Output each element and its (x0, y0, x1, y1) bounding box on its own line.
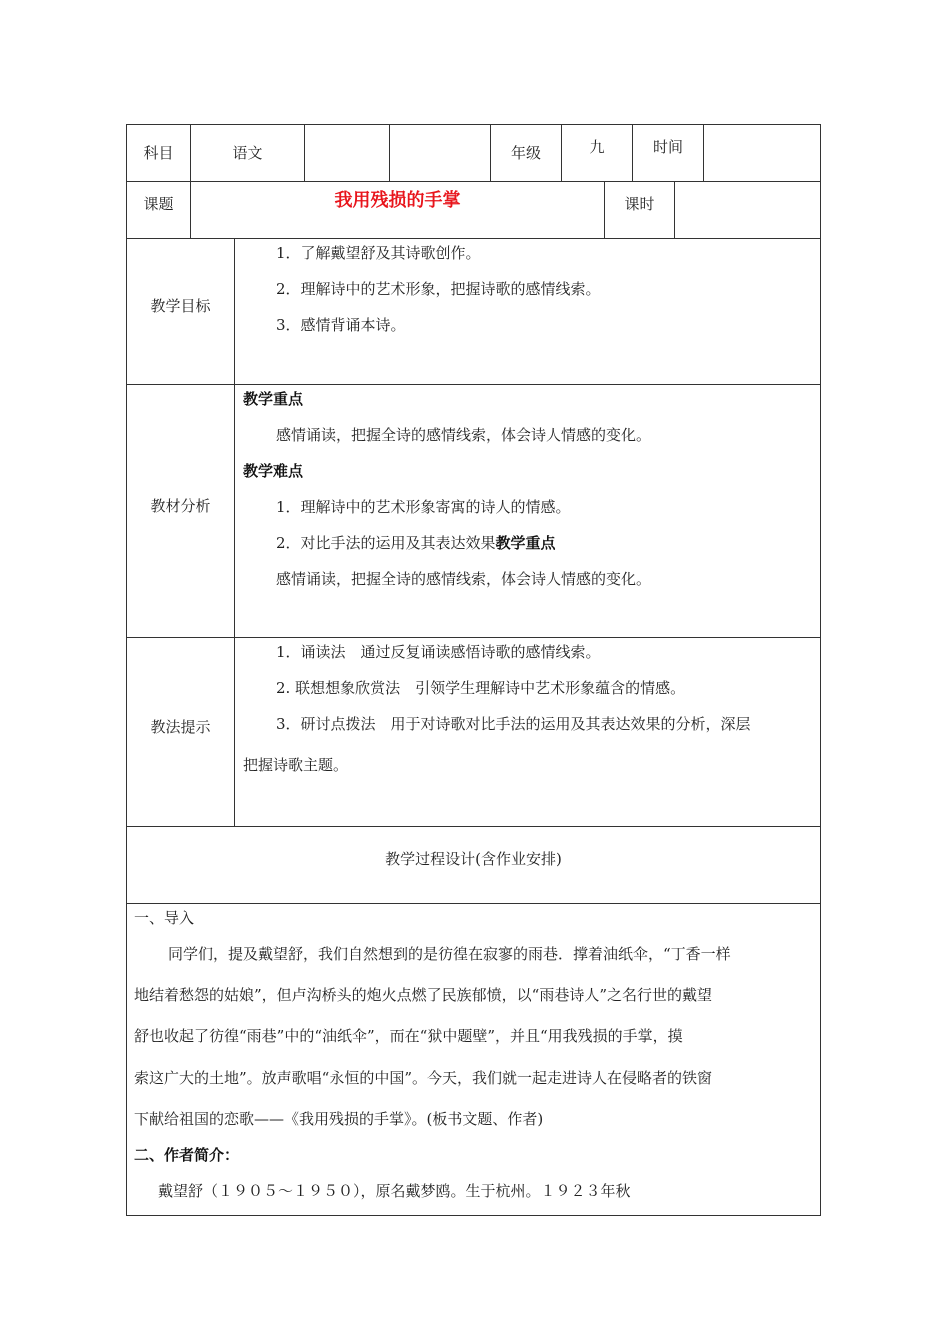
goal-item: 2．理解诗中的艺术形象，把握诗歌的感情线索。 (276, 280, 601, 298)
section-heading-intro: 一、导入 (134, 909, 195, 927)
method-item: 3．研讨点拨法 用于对诗歌对比手法的运用及其表达效果的分析，深层 (276, 715, 751, 733)
key-point-text: 感情诵读，把握全诗的感情线索，体会诗人情感的变化。 (276, 426, 652, 444)
difficulty-item-text: 2．对比手法的运用及其表达效果 (276, 534, 496, 552)
difficulty-item (276, 533, 556, 553)
topic-label: 课题 (143, 195, 174, 213)
row-divider-5 (126, 826, 821, 827)
table-border-bottom (126, 1215, 821, 1216)
goals-label: 教学目标 (150, 297, 211, 315)
col-divider (389, 124, 390, 181)
table-border-top (126, 124, 821, 125)
method-item-continued: 把握诗歌主题。 (243, 756, 349, 774)
process-heading: 教学过程设计(含作业安排) (385, 850, 562, 868)
col-divider (703, 124, 704, 181)
table-border-left (126, 124, 127, 1216)
intro-paragraph-line: 地结着愁怨的姑娘”，但卢沟桥头的炮火点燃了民族郁愤，以“雨巷诗人”之名行世的戴望 (134, 986, 713, 1004)
grade-label: 年级 (510, 144, 541, 162)
row-divider-6 (126, 903, 821, 904)
section-heading-author: 二、作者简介： (134, 1146, 240, 1164)
inline-key-point-heading: 教学重点 (495, 534, 556, 552)
difficulty-item: 1．理解诗中的艺术形象寄寓的诗人的情感。 (276, 498, 571, 516)
row-divider-1 (126, 181, 821, 182)
col-divider (304, 124, 305, 181)
key-point-text-repeat: 感情诵读，把握全诗的感情线索，体会诗人情感的变化。 (276, 570, 652, 588)
grade-value: 九 (589, 138, 605, 156)
subject-label: 科目 (143, 144, 174, 162)
key-point-heading: 教学重点 (243, 390, 304, 408)
table-border-right (820, 124, 821, 1216)
col-divider (674, 181, 675, 238)
goal-item: 3．感情背诵本诗。 (276, 316, 406, 334)
goal-item: 1．了解戴望舒及其诗歌创作。 (276, 244, 481, 262)
lesson-title: 我用残损的手掌 (334, 190, 461, 211)
methods-label: 教法提示 (150, 718, 211, 736)
row-divider-4 (126, 637, 821, 638)
method-item: 1．诵读法 通过反复诵读感悟诗歌的感情线索。 (276, 643, 601, 661)
difficulty-heading: 教学难点 (243, 462, 304, 480)
label-col-divider (234, 238, 235, 826)
row-divider-3 (126, 384, 821, 385)
time-label: 时间 (652, 138, 683, 156)
intro-paragraph-line: 同学们，提及戴望舒，我们自然想到的是彷徨在寂寥的雨巷．撑着油纸伞，“丁香一样 (168, 945, 731, 963)
subject-value: 语文 (232, 144, 263, 162)
method-item: 2. 联想想象欣赏法 引领学生理解诗中艺术形象蕴含的情感。 (276, 679, 686, 697)
analysis-label: 教材分析 (150, 497, 211, 515)
period-label: 课时 (624, 195, 655, 213)
row-divider-2 (126, 238, 821, 239)
author-intro-line: 戴望舒（１９０５～１９５０），原名戴梦鸥。生于杭州。１９２３年秋 (158, 1182, 631, 1200)
intro-paragraph-line: 索这广大的土地”。放声歌唱“永恒的中国”。今天，我们就一起走进诗人在侵略者的铁窗 (134, 1069, 713, 1087)
intro-paragraph-line: 下献给祖国的恋歌——《我用残损的手掌》。(板书文题、作者) (134, 1110, 544, 1128)
intro-paragraph-line: 舒也收起了彷徨“雨巷”中的“油纸伞”，而在“狱中题壁”，并且“用我残损的手掌，摸 (134, 1027, 683, 1045)
